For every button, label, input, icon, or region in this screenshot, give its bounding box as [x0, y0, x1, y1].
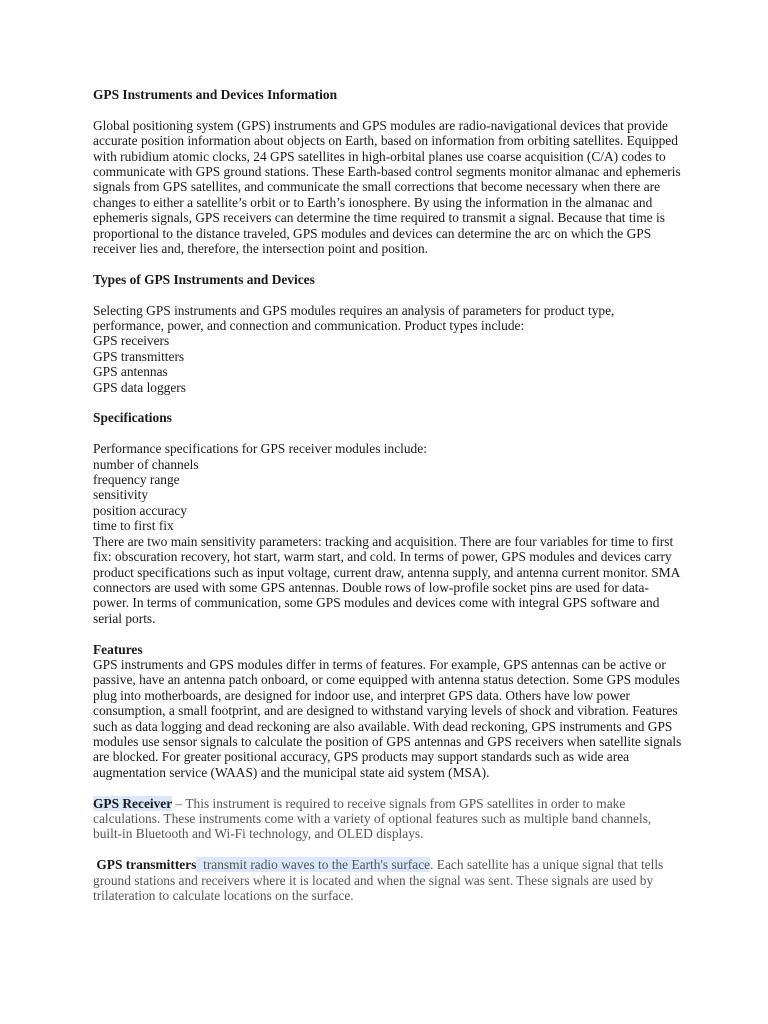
specs-paragraph: Performance specifications for GPS receiver modules include:	[93, 441, 427, 457]
spacer	[93, 287, 683, 302]
spacer	[93, 626, 683, 641]
receiver-paragraph	[93, 796, 683, 842]
specs-heading: Specifications	[93, 410, 172, 426]
spacer	[93, 426, 683, 441]
document-page	[93, 87, 683, 903]
list-item: GPS antennas	[93, 364, 168, 380]
features-heading: Features	[93, 641, 143, 657]
list-item: GPS transmitters	[93, 348, 185, 364]
list-item: GPS receivers	[93, 333, 170, 349]
spacer	[93, 780, 683, 795]
list-item: time to first fix	[93, 518, 174, 534]
list-item: sensitivity	[93, 487, 149, 503]
document-title: GPS Instruments and Devices Information	[93, 87, 338, 102]
features-paragraph: GPS instruments and GPS modules differ in terms of features. For example, GPS antennas can be active or passive, have an antenna patch onboard, or come equipped with antenna status detection. Some GPS modules plug into motherboards, are designed for indoor use, and interpret GPS data. Others have low power consumption, a small footprint, and are designed to withstand varying levels of shock and vibration. Features such as data logging and dead reckoning are also available. With dead reckoning, GPS instruments and GPS modules use sensor signals to calculate the position of GPS antennas and GPS receivers when satellite signals are blocked. For greater positional accuracy, GPS products may support standards such as wide area augmentation service (WAAS) and the municipal state aid system (MSA).	[93, 656, 682, 780]
transmitters-text: . Each satellite has a unique signal that tells ground stations and receivers where it is located and when the signal was sent. These signals are used by trilateration to calculate locations on the surface.	[93, 857, 664, 903]
list-item: GPS data loggers	[93, 379, 186, 395]
intro-paragraph: Global positioning system (GPS) instruments and GPS modules are radio-navigational devices that provide accurate position information about objects on Earth, based on information from orbiting satellites. Equipped with rubidium atomic clocks, 24 GPS satellites in high-orbital planes use coarse acquisition (C/A) codes to communicate with GPS ground stations. These Earth-based control segments monitor almanac and ephemeris signals from GPS satellites, and communicate the small corrections that become necessary when there are changes to either a satellite’s orbit or to Earth’s ionosphere. By using the information in the almanac and ephemeris signals, GPS receivers can determine the time required to transmit a signal. Because that time is proportional to the distance traveled, GPS modules and devices can determine the arc on which the GPS receiver lies and, therefore, the intersection point and position.	[93, 117, 681, 257]
spacer	[93, 395, 683, 410]
spacer	[93, 256, 683, 271]
list-item: frequency range	[93, 472, 180, 488]
list-item: number of channels	[93, 456, 199, 472]
types-heading: Types of GPS Instruments and Devices	[93, 271, 315, 287]
receiver-term: GPS Receiver	[93, 795, 173, 811]
transmitters-paragraph	[93, 857, 683, 903]
transmitters-highlight: transmit radio waves to the Earth's surface	[196, 857, 431, 873]
spacer	[93, 842, 683, 857]
specs-after-paragraph: There are two main sensitivity parameters: tracking and acquisition. There are four variables for time to first fix: obscuration recovery, hot start, warm start, and cold. In terms of power, GPS modules and devices carry product specifications such as input voltage, current draw, antenna supply, and antenna current monitor. SMA connectors are used with some GPS antennas. Double rows of low-profile socket pins are used for data-power. In terms of communication, some GPS modules and devices come with integral GPS software and serial ports.	[93, 533, 680, 626]
transmitters-term: GPS transmitters	[96, 857, 197, 873]
receiver-text: – This instrument is required to receive signals from GPS satellites in order to make calculations. These instruments come with a variety of optional features such as multiple band channels, built-in Bluetooth and Wi-Fi technology, and OLED displays.	[93, 795, 652, 842]
spacer	[93, 102, 683, 117]
list-item: position accuracy	[93, 502, 188, 518]
types-paragraph: Selecting GPS instruments and GPS modules requires an analysis of parameters for product type, performance, power, and connection and communication. Product types include:	[93, 302, 615, 334]
